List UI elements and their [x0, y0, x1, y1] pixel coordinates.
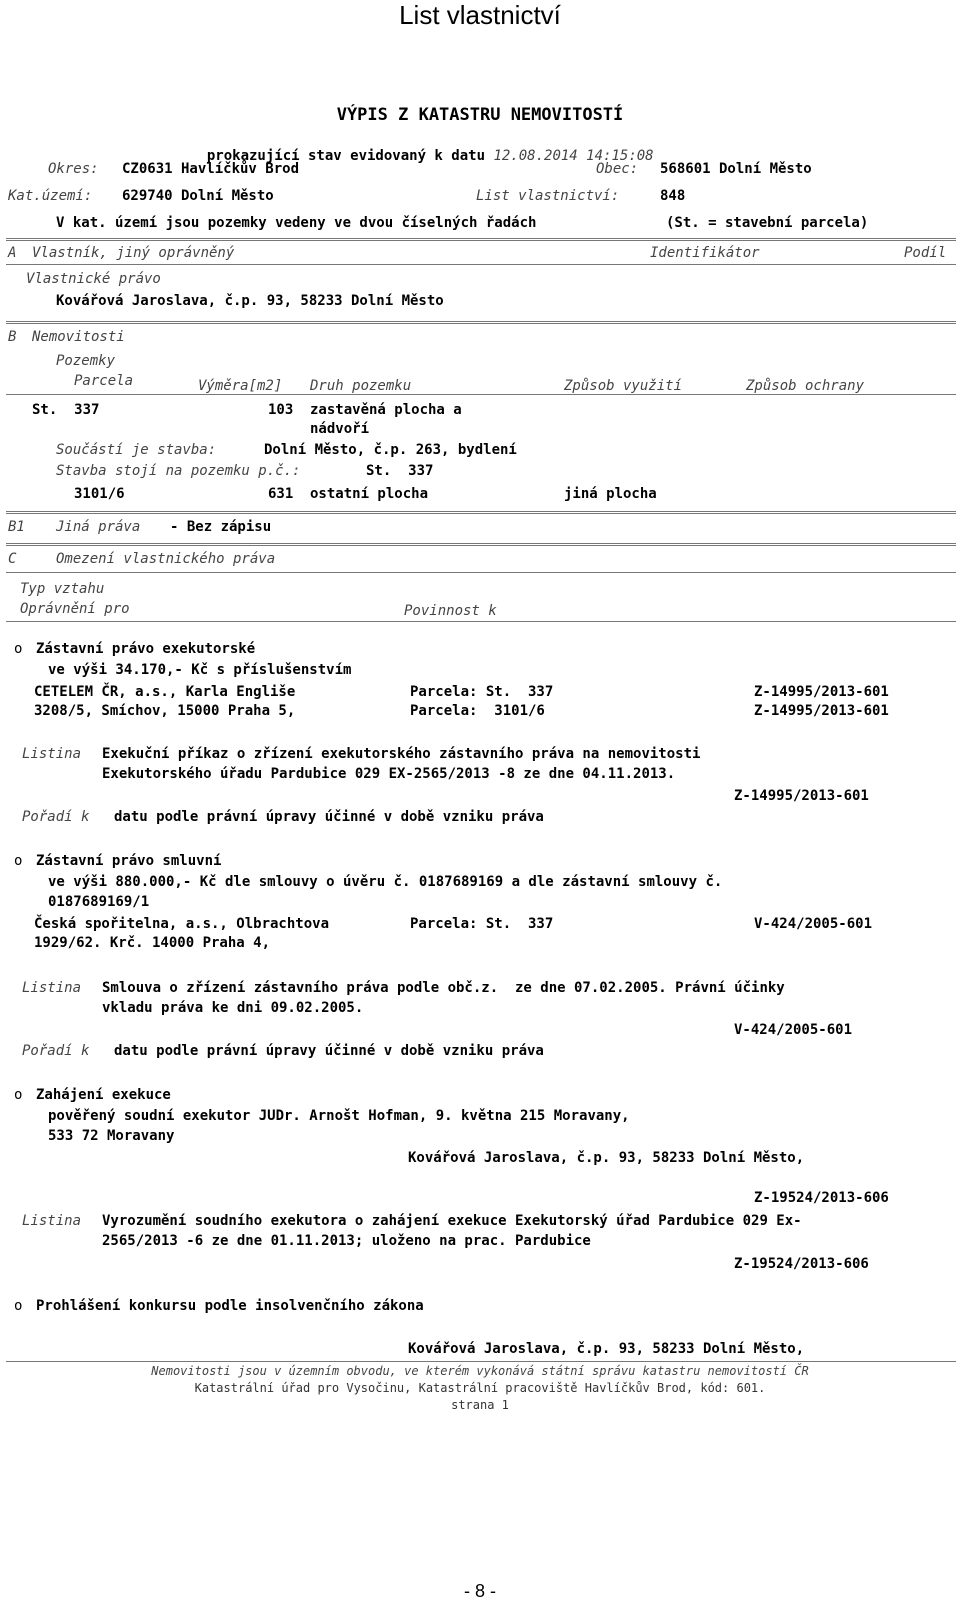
col-protection: Způsob ochrany [746, 378, 865, 394]
divider [6, 1361, 956, 1362]
row1-kind: zastavěná plocha a [310, 402, 462, 418]
lv-value: 848 [660, 188, 686, 204]
entry2-creditor-address: 1929/62. Krč. 14000 Praha 4, [34, 935, 271, 951]
page-number: - 8 - [463, 1581, 496, 1601]
listina-label: Listina [22, 980, 82, 996]
section-c-title: Omezení vlastnického práva [56, 551, 276, 567]
entry3-executor: pověřený soudní exekutor JUDr. Arnošt Hofman, 9. května 215 Moravany, [48, 1108, 630, 1124]
divider [6, 264, 956, 265]
owner: Kovářová Jaroslava, č.p. 93, 58233 Dolní Město [56, 293, 444, 309]
section-b1-letter: B1 [8, 519, 25, 535]
poradi-label: Pořadí k [22, 809, 90, 825]
section-a-subtitle: Vlastnické právo [26, 271, 161, 287]
entry1-parcel2: Parcela: 3101/6 [410, 703, 545, 719]
row2-use: jiná plocha [564, 486, 657, 502]
entry2-listina-cont: vkladu práva ke dni 09.02.2005. [102, 1000, 364, 1016]
col-authorized: Oprávnění pro [20, 601, 130, 617]
section-b1-value: - Bez zápisu [170, 519, 272, 535]
bullet: o [14, 641, 23, 657]
divider [6, 238, 956, 241]
entry1-amount: ve výši 34.170,- Kč s příslušenstvím [48, 662, 352, 678]
section-c-letter: C [8, 551, 17, 567]
entry2-creditor: Česká spořitelna, a.s., Olbrachtova [34, 916, 330, 932]
entry2-poradi: datu podle právní úpravy účinné v době vzniku práva [114, 1043, 544, 1059]
entry3-listina-ref: Z-19524/2013-606 [734, 1256, 869, 1272]
row1-stands-value: St. 337 [366, 463, 434, 479]
divider [6, 394, 956, 395]
row1-part-label: Součástí je stavba: [56, 442, 217, 458]
entry2-amount-cont: 0187689169/1 [48, 894, 150, 910]
row1-kind-cont: nádvoří [310, 421, 370, 437]
row1-area: 103 [268, 402, 294, 418]
entry4-title: Prohlášení konkursu podle insolvenčního zákona [36, 1298, 424, 1314]
col-kind: Druh pozemku [310, 378, 412, 394]
row2-area: 631 [268, 486, 294, 502]
bullet: o [14, 1087, 23, 1103]
poradi-label: Pořadí k [22, 1043, 90, 1059]
divider [6, 621, 956, 622]
entry1-listina-cont: Exekutorského úřadu Pardubice 029 EX-2565/2013 -8 ze dne 04.11.2013. [102, 766, 676, 782]
page-title: List vlastnictví [399, 0, 561, 30]
okres-value: CZ0631 Havlíčkův Brod [122, 161, 300, 177]
section-a-title: Vlastník, jiný oprávněný [32, 245, 235, 261]
entry1-listina: Exekuční příkaz o zřízení exekutorského zástavního práva na nemovitosti [102, 746, 701, 762]
row2-parcel: 3101/6 [74, 486, 125, 502]
bullet: o [14, 1298, 23, 1314]
entry2-listina: Smlouva o zřízení zástavního práva podle obč.z. ze dne 07.02.2005. Právní účinky [102, 980, 785, 996]
row1-part-value: Dolní Město, č.p. 263, bydlení [264, 442, 517, 458]
ku-value: 629740 Dolní Město [122, 188, 274, 204]
footer-line2: Katastrální úřad pro Vysočinu, Katastrální pracoviště Havlíčkův Brod, kód: 601. [194, 1381, 766, 1395]
entry3-executor-address: 533 72 Moravany [48, 1128, 175, 1144]
entry1-ref1: Z-14995/2013-601 [754, 684, 889, 700]
entry1-creditor-address: 3208/5, Smíchov, 15000 Praha 5, [34, 703, 296, 719]
section-b-letter: B [8, 329, 17, 345]
entry2-listina-ref: V-424/2005-601 [734, 1022, 853, 1038]
entry1-parcel1: Parcela: St. 337 [410, 684, 554, 700]
entry2-amount: ve výši 880.000,- Kč dle smlouvy o úvěru č. 0187689169 a dle zástavní smlouvy č. [48, 874, 723, 890]
entry3-duty: Kovářová Jaroslava, č.p. 93, 58233 Dolní Město, [408, 1150, 805, 1166]
col-relation-type: Typ vztahu [20, 581, 105, 597]
section-b-sub1: Pozemky [56, 353, 116, 369]
col-duty: Povinnost k [404, 603, 497, 619]
entry4-duty: Kovářová Jaroslava, č.p. 93, 58233 Dolní Město, [408, 1341, 805, 1357]
listina-label: Listina [22, 1213, 82, 1229]
bullet: o [14, 853, 23, 869]
entry3-ref: Z-19524/2013-606 [754, 1190, 889, 1206]
entry2-parcel: Parcela: St. 337 [410, 916, 554, 932]
entry2-title: Zástavní právo smluvní [36, 853, 222, 869]
divider [6, 511, 956, 514]
divider [6, 543, 956, 546]
col-area: Výměra[m2] [198, 378, 283, 394]
ku-label: Kat.území: [8, 188, 93, 204]
okres-label: Okres: [48, 161, 99, 177]
col-identifier: Identifikátor [650, 245, 760, 261]
col-use: Způsob využití [564, 378, 683, 394]
lv-label: List vlastnictví: [476, 188, 620, 204]
divider [6, 572, 956, 573]
section-b-title: Nemovitosti [32, 329, 125, 345]
entry1-title: Zástavní právo exekutorské [36, 641, 256, 657]
divider [6, 321, 956, 324]
series-note: V kat. území jsou pozemky vedeny ve dvou číselných řadách [56, 215, 537, 231]
row1-stands-label: Stavba stojí na pozemku p.č.: [56, 463, 301, 479]
row2-kind: ostatní plocha [310, 486, 429, 502]
footer-page-label: strana 1 [451, 1398, 509, 1412]
col-share: Podíl [904, 245, 947, 261]
entry3-listina-cont: 2565/2013 -6 ze dne 01.11.2013; uloženo na prac. Pardubice [102, 1233, 591, 1249]
series-note-paren: (St. = stavební parcela) [666, 215, 869, 231]
as-of-datetime: 12.08.2014 14:15:08 [493, 148, 654, 164]
entry1-ref2: Z-14995/2013-601 [754, 703, 889, 719]
entry3-listina: Vyrozumění soudního exekutora o zahájení exekuce Exekutorský úřad Pardubice 029 Ex- [102, 1213, 802, 1229]
entry2-ref: V-424/2005-601 [754, 916, 873, 932]
listina-label: Listina [22, 746, 82, 762]
footer-line1: Nemovitosti jsou v územním obvodu, ve kterém vykonává státní správu katastru nemovitostí ČR [151, 1364, 809, 1378]
document-title: VÝPIS Z KATASTRU NEMOVITOSTÍ [336, 105, 624, 125]
entry1-listina-ref: Z-14995/2013-601 [734, 788, 869, 804]
as-of-prefix: prokazující stav evidovaný k datu [206, 148, 486, 164]
entry1-creditor: CETELEM ČR, a.s., Karla Engliše [34, 684, 296, 700]
section-a-letter: A [8, 245, 17, 261]
obec-value: 568601 Dolní Město [660, 161, 812, 177]
entry3-title: Zahájení exekuce [36, 1087, 171, 1103]
obec-label: Obec: [596, 161, 639, 177]
section-b-sub2: Parcela [74, 373, 134, 389]
entry1-poradi: datu podle právní úpravy účinné v době vzniku práva [114, 809, 544, 825]
row1-parcel: St. 337 [32, 402, 100, 418]
section-b1-title: Jiná práva [56, 519, 141, 535]
